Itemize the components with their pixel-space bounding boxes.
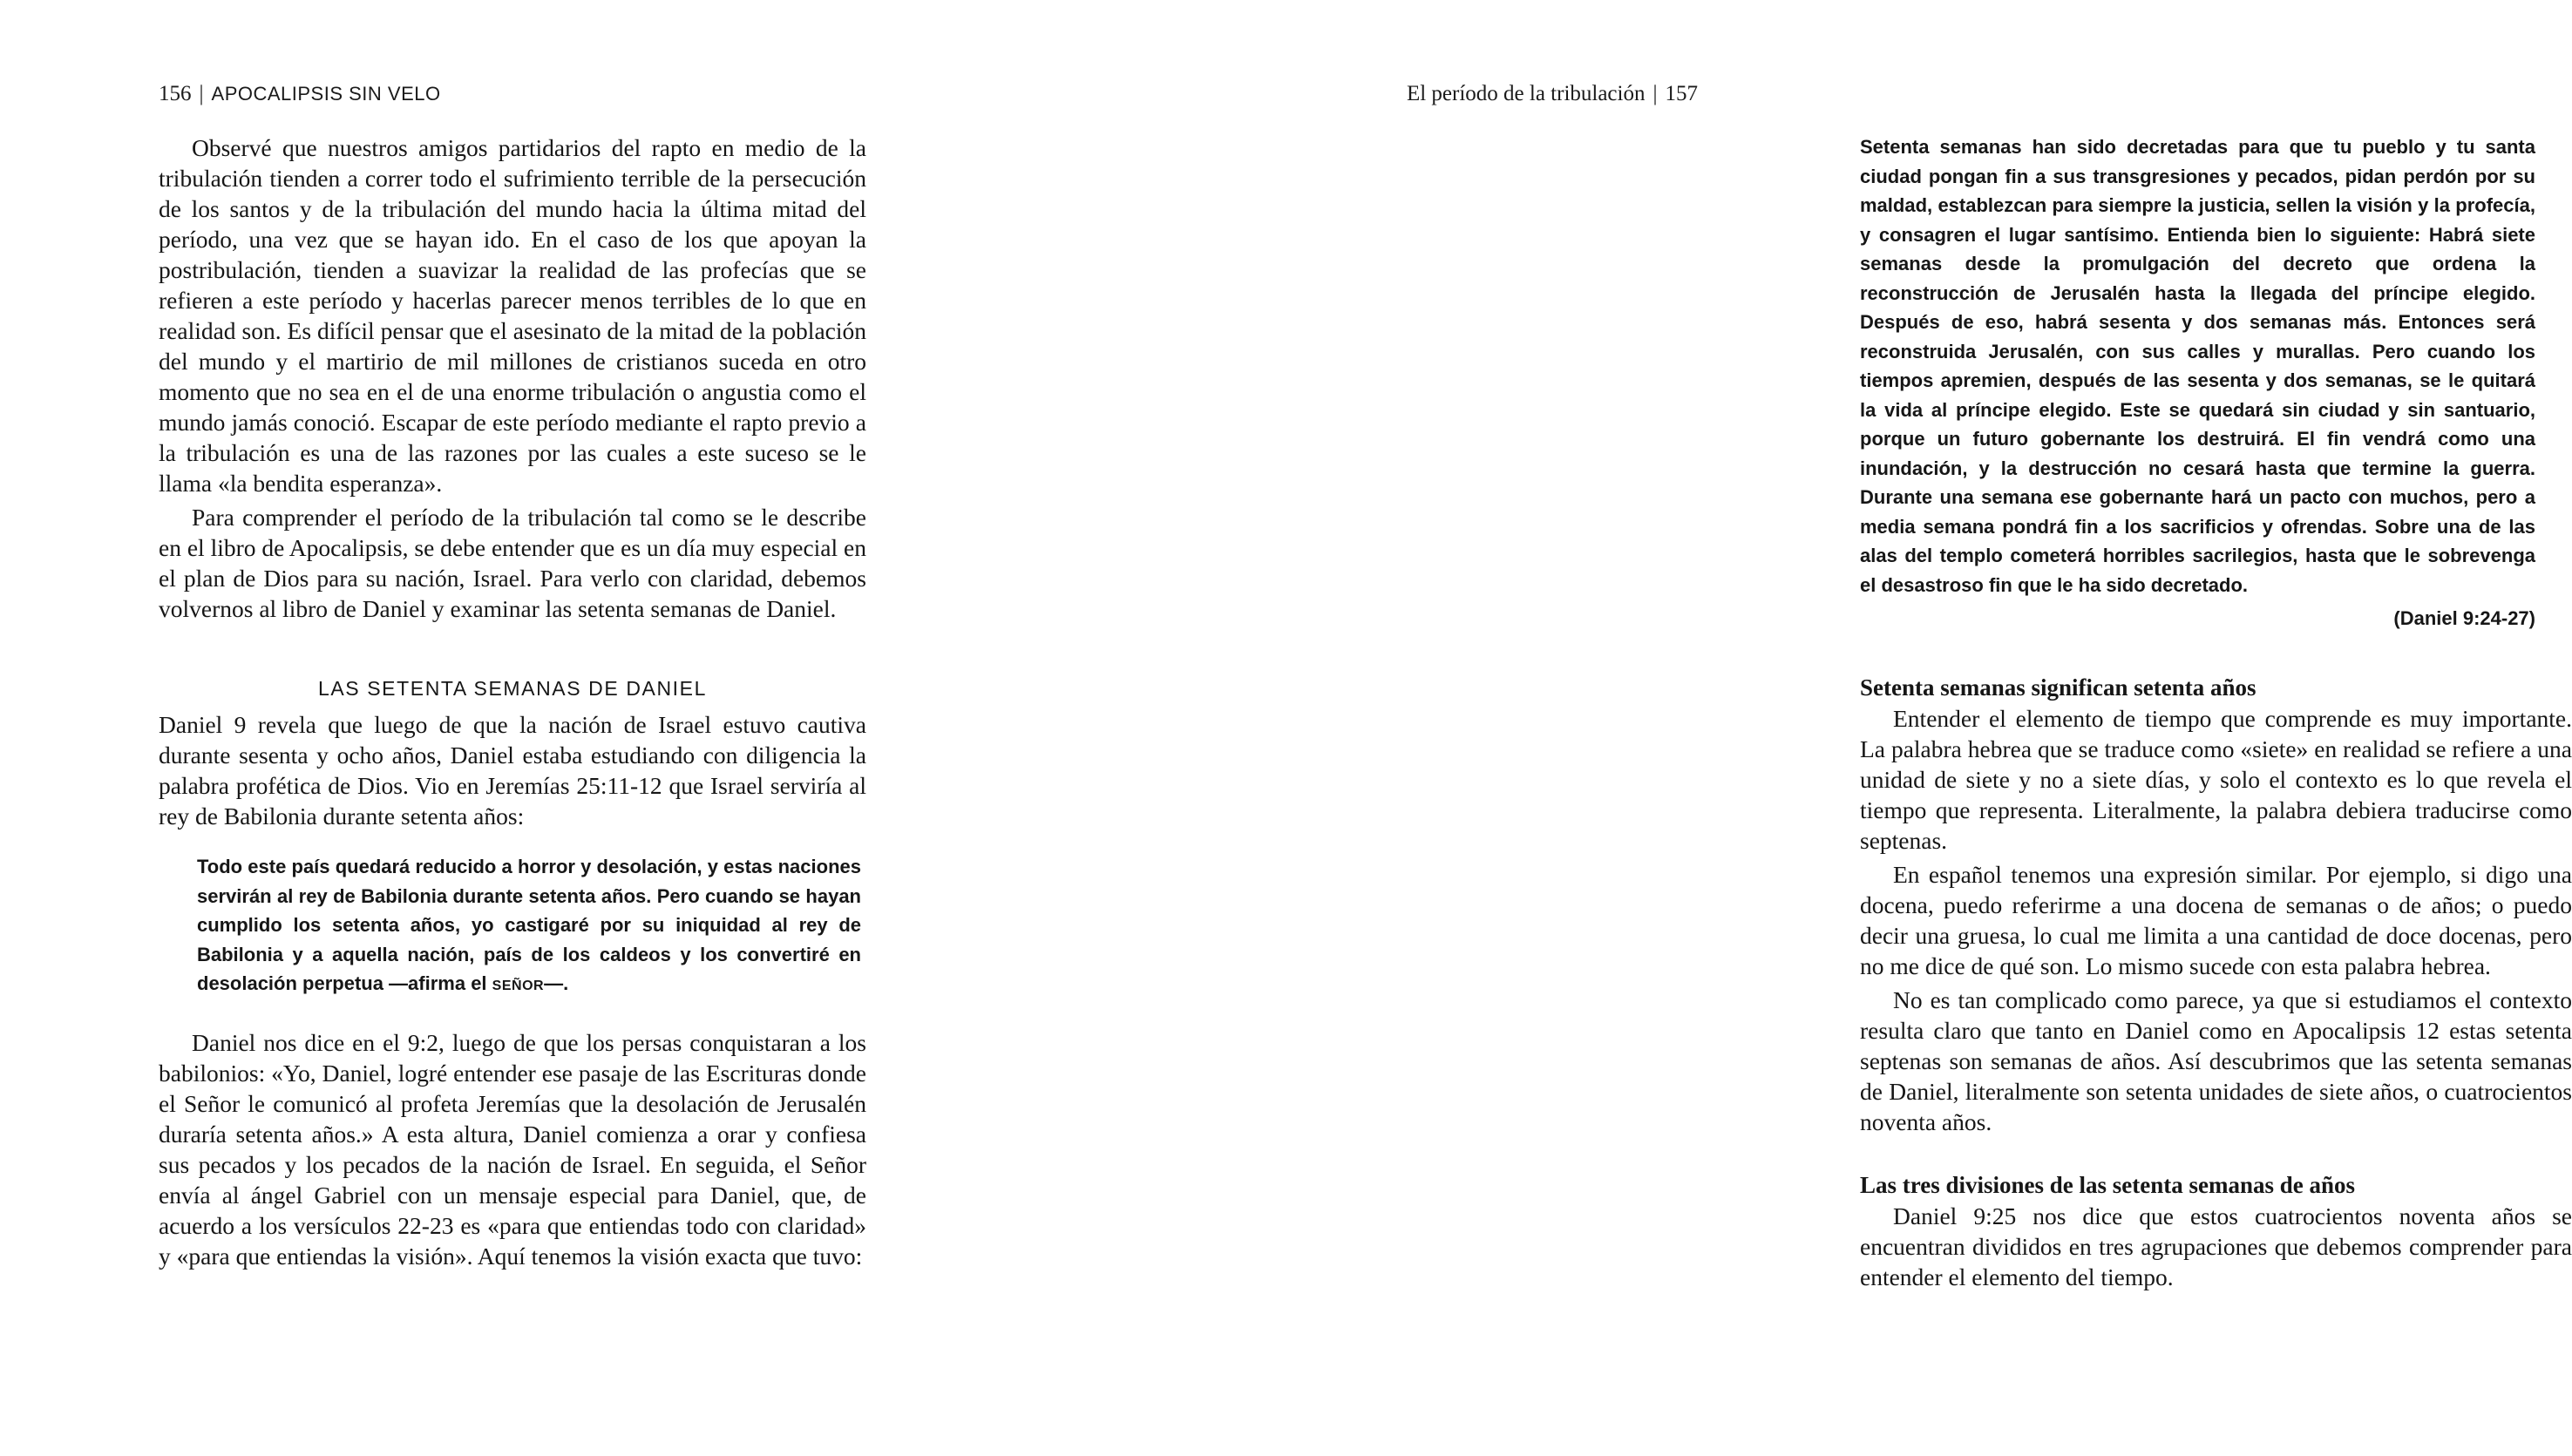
- left-scripture-quote: [197, 852, 861, 1001]
- left-column: [159, 132, 866, 1271]
- right-paragraph-4: Daniel 9:25 nos dice que estos cuatrocientos noventa años se encuentran divididos en tres agrupaciones que debemos comprender para entender el elemento del tiempo.: [1860, 1202, 2572, 1290]
- right-paragraph-2: En español tenemos una expresión similar. Por ejemplo, si digo una docena, puedo referirme a una docena de semanas o de años; o puedo decir una gruesa, lo cual me limita a una cantidad de doce docenas, pero no me dice de qué son. Lo mismo sucede con esta palabra hebrea.: [1860, 861, 2572, 979]
- right-header-separator: |: [1652, 82, 1658, 105]
- left-quote-lord: SEÑOR: [492, 979, 545, 993]
- chapter-title: El período de la tribulación: [1406, 82, 1646, 105]
- right-page-number: 157: [1665, 82, 1698, 105]
- left-quote-text: Todo este país quedará reducido a horror y desolación, y estas naciones servirán al rey de Babilonia durante setenta años. Pero cuando se hayan cumplido los setenta años, yo castigaré por su iniquidad al rey de Babilonia y a aquella nación, país de los caldeos y los convertiré en desolación perpetua —afirma el: [197, 856, 861, 994]
- right-paragraph-1: Entender el elemento de tiempo que comprende es muy importante. La palabra hebrea que se traduce como «siete» en realidad se refiere a una unidad de siete y no a siete días, y solo el contexto es lo que revela el tiempo que representa. Literalmente, la palabra debiera traducirse como septenas.: [1860, 705, 2572, 854]
- left-running-head: [159, 80, 441, 108]
- right-running-head: [1407, 80, 1698, 108]
- quote-reference: (Daniel 9:24-27): [2393, 607, 2535, 629]
- section-heading: LAS SETENTA SEMANAS DE DANIEL: [317, 677, 708, 700]
- left-paragraph-2: Para comprender el período de la tribulación tal como se le describe en el libro de Apocalipsis, se debe entender que es un día muy especial en el plan de Dios para su nación, Israel. Para verlo con claridad, debemos volvernos al libro de Daniel y examinar las setenta semanas de Daniel.: [159, 504, 866, 622]
- subhead-setenta-semanas: Setenta semanas significan setenta años: [1860, 674, 2256, 701]
- right-column: [1860, 132, 2572, 1292]
- left-page-number: 156: [159, 82, 192, 105]
- left-quote-end: —.: [544, 972, 569, 994]
- right-paragraph-3: No es tan complicado como parece, ya que si estudiamos el contexto resulta claro que tanto en Daniel como en Apocalipsis 12 estas setenta septenas son semanas de años. Así descubrimos que las setenta semanas de Daniel, literalmente son setenta unidades de siete años, o cuatrocientos noventa años.: [1860, 986, 2572, 1135]
- left-paragraph-1: Observé que nuestros amigos partidarios del rapto en medio de la tribulación tienden a correr todo el sufrimiento terrible de la persecución de los santos y de la tribulación del mundo hacia la última mitad del período, una vez que se hayan ido. En el caso de los que apoyan la postribulación, tienden a suavizar la realidad de las profecías que se refieren a este período y hacerlas parecer menos terribles de lo que en realidad son. Es difícil pensar que el asesinato de la mitad de la población del mundo y el martirio de mil millones de cristianos suceda en otro momento que no sea en el de una enorme tribulación o angustia como el mundo jamás conoció. Escapar de este período mediante el rapto previo a la tribulación es una de las razones por las cuales a este suceso se le llama «la bendita esperanza».: [159, 134, 866, 497]
- subhead-tres-divisiones: Las tres divisiones de las setenta semanas de años: [1860, 1172, 2356, 1198]
- left-paragraph-4: Daniel nos dice en el 9:2, luego de que los persas conquistaran a los babilonios: «Yo, Daniel, logré entender ese pasaje de las Escrituras donde el Señor le comunicó al profeta Jeremías que la desolación de Jerusalén duraría setenta años.» A esta altura, Daniel comienza a orar y confiesa sus pecados y los pecados de la nación de Israel. En seguida, el Señor envía al ángel Gabriel con un mensaje especial para Daniel, que, de acuerdo a los versículos 22-23 es «para que entiendas todo con claridad» y «para que entiendas la visión». Aquí tenemos la visión exacta que tuvo:: [159, 1028, 866, 1270]
- right-page: [892, 0, 2572, 1456]
- left-header-separator: |: [199, 82, 204, 105]
- book-title: APOCALIPSIS SIN VELO: [211, 83, 441, 105]
- left-page: [0, 0, 892, 1456]
- left-paragraph-3: Daniel 9 revela que luego de que la nación de Israel estuvo cautiva durante sesenta y ocho años, Daniel estaba estudiando con diligencia la palabra profética de Dios. Vio en Jeremías 25:11-12 que Israel serviría al rey de Babilonia durante setenta años:: [159, 711, 866, 830]
- right-scripture-quote: Setenta semanas han sido decretadas para que tu pueblo y tu santa ciudad pongan fin a sus transgresiones y pecados, pidan perdón por su maldad, establezcan para siempre la justicia, sellen la visión y la profecía, y consagren el lugar santísimo. Entienda bien lo siguiente: Habrá siete semanas desde la promulgación del decreto que ordena la reconstrucción de Jerusalén hasta la llegada del príncipe elegido. Después de eso, habrá sesenta y dos semanas más. Entonces será reconstruida Jerusalén, con sus calles y murallas. Pero cuando los tiempos apremien, después de las sesenta y dos semanas, se le quitará la vida al príncipe elegido. Este se quedará sin ciudad y sin santuario, porque un futuro gobernante los destruirá. El fin vendrá como una inundación, y la destrucción no cesará hasta que termine la guerra. Durante una semana ese gobernante hará un pacto con muchos, pero a media semana pondrá fin a los sacrificios y ofrendas. Sobre una de las alas del templo cometerá horribles sacrilegios, hasta que le sobrevenga el desastroso fin que le ha sido decretado.: [1860, 136, 2535, 596]
